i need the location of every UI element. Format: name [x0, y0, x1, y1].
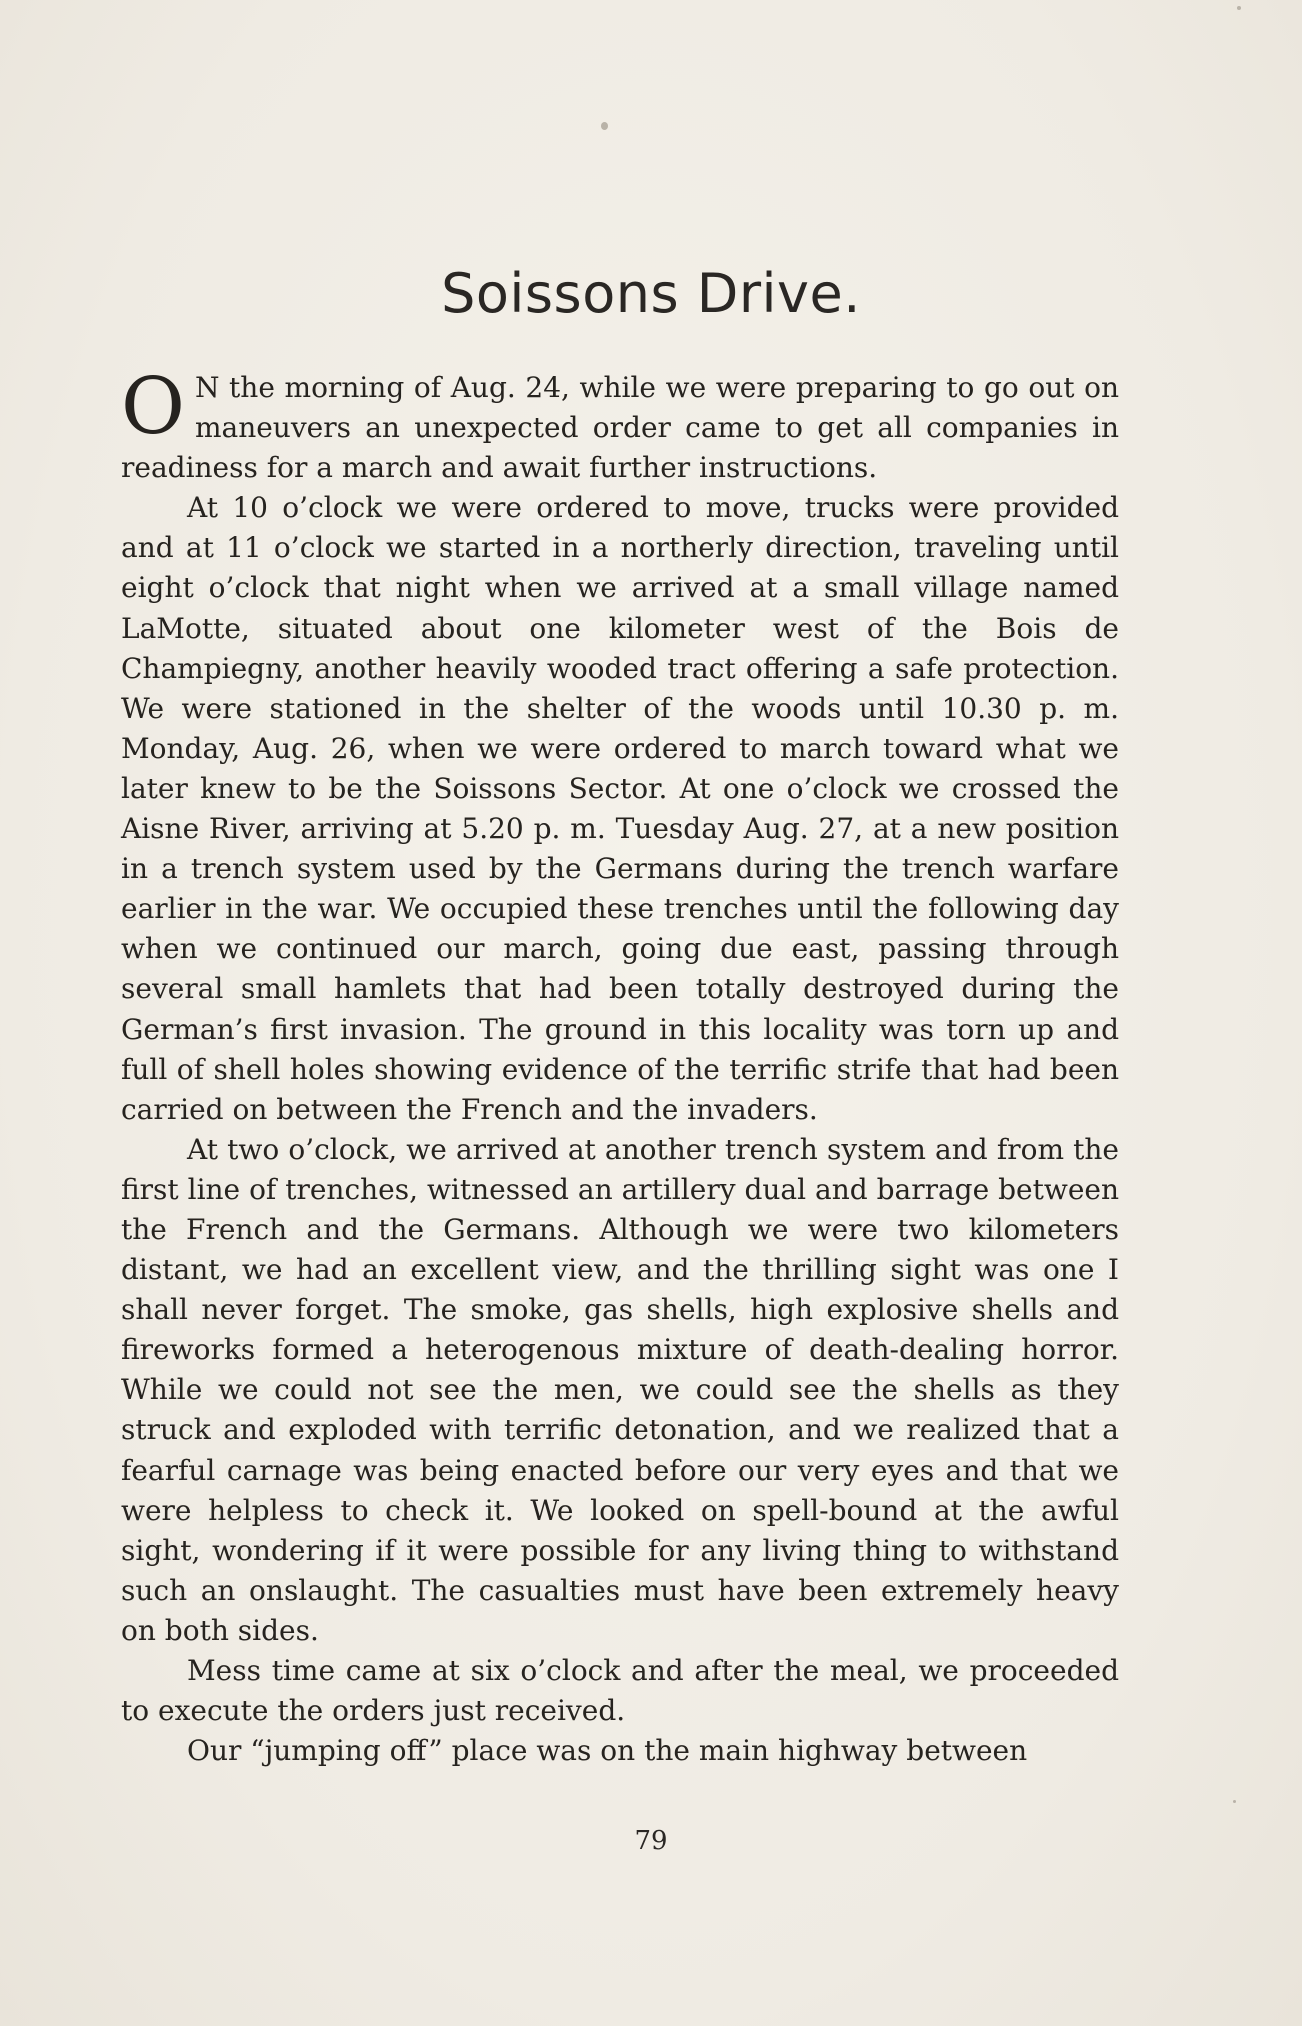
paper-speck	[1237, 6, 1241, 10]
paragraph-5: Our “jumping off” place was on the main highway between	[187, 1734, 1028, 1768]
paragraph-2: At 10 o’clock we were ordered to move, trucks were provided and at 11 o’clock we started in a northerly direction, traveling until eight o’clock that night when we arrived at a small village named LaMotte, situated about one kilometer west of the Bois de Champiegny, another heavily wooded tract offering a safe protection. We were stationed in the shelter of the woods until 10.30 p. m. Monday, Aug. 26, when we were ordered to march toward what we later knew to be the Soissons Sector. At one o’clock we crossed the Aisne River, arriving at 5.20 p. m. Tuesday Aug. 27, at a new position in a trench system used by the Germans during the trench warfare earlier in the war. We occupied these trenches until the following day when we continued our march, going due east, passing through several small hamlets that had been totally destroyed during the German’s first invasion. The ground in this locality was torn up and full of shell holes showing evidence of the terrific strife that had been carried on between the French and the invaders.	[121, 491, 1119, 1126]
paper-speck	[601, 122, 608, 130]
paragraph-1	[121, 362, 1119, 488]
paragraph-3: At two o’clock, we arrived at another trench system and from the first line of trenches, witnessed an artillery dual and barrage between the French and the Germans. Although we were two kilometers distant, we had an excellent view, and the thrilling sight was one I shall never forget. The smoke, gas shells, high explosive shells and fireworks formed a heterogenous mixture of death-dealing horror. While we could not see the men, we could see the shells as they struck and exploded with terrific detonation, and we realized that a fearful carnage was being enacted before our very eyes and that we were helpless to check it. We looked on spell-bound at the awful sight, wondering if it were possible for any living thing to withstand such an onslaught. The casualties must have been extremely heavy on both sides.	[121, 1132, 1119, 1647]
paragraph-1-text: N the morning of Aug. 24, while we were preparing to go out on maneuvers an unexpected order came to get all companies in readiness for a march and await further instructions.	[121, 371, 1119, 485]
body-text	[121, 362, 1119, 1771]
paragraph-4: Mess time came at six o’clock and after the meal, we proceeded to execute the orders just received.	[121, 1654, 1119, 1728]
drop-cap: O	[121, 362, 185, 452]
paper-speck	[1233, 1800, 1236, 1803]
chapter-title: Soissons Drive.	[441, 262, 861, 325]
page-number: 79	[634, 1826, 668, 1856]
